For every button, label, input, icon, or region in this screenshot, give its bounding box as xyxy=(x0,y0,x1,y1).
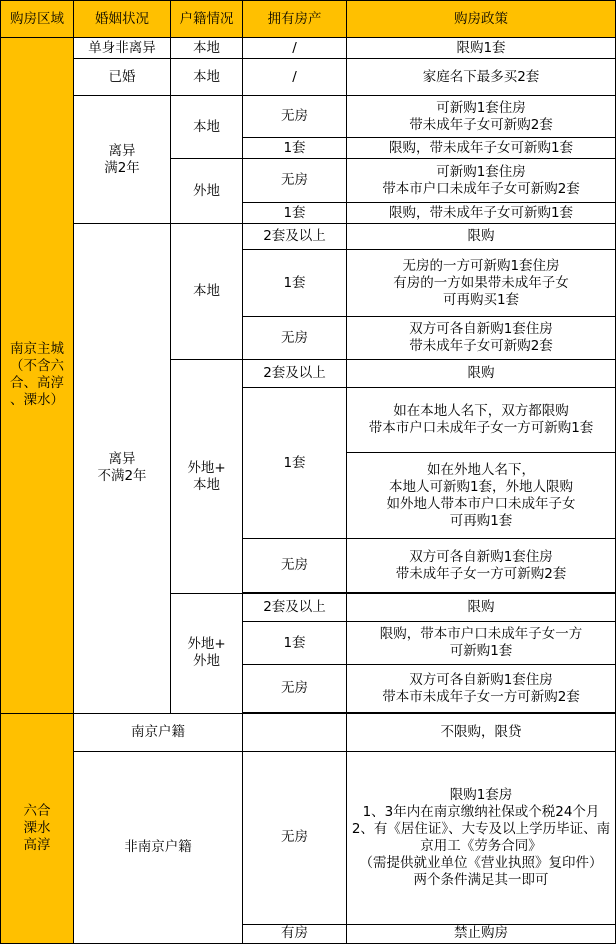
policy-line: 两个条件满足其一即可 xyxy=(413,871,549,888)
header-property-owned: 拥有房产 xyxy=(243,1,347,38)
marital-label-line: 不满2年 xyxy=(97,468,147,485)
policy-line: 带本市未成年子女一方可新购2套 xyxy=(382,688,580,705)
policy-line: 无房的一方可新购1套住房 xyxy=(402,257,560,274)
policy-line: 双方可各自新购1套住房 xyxy=(409,321,553,337)
table-row xyxy=(1,96,616,138)
policy-cell xyxy=(347,250,616,317)
policy-cell xyxy=(347,665,616,713)
hukou-label-line: 外地 xyxy=(193,653,220,670)
marital-divorced-over-2y xyxy=(74,96,171,224)
policy-line: （需提供就业单位《营业执照》复印件） xyxy=(359,854,603,871)
policy-cell: 不限购，限贷 xyxy=(347,713,616,751)
hukou-label-line: 本地 xyxy=(193,476,220,493)
property-cell: 1套 xyxy=(243,203,347,224)
hukou-non-nanjing: 非南京户籍 xyxy=(74,751,243,943)
hukou-cell: 本地 xyxy=(171,38,243,59)
policy-line: 限购，带本市户口未成年子女一方 xyxy=(379,626,583,642)
marital-label-line: 离异 xyxy=(108,451,136,468)
region-label-line: （不含六 xyxy=(10,358,64,375)
hukou-cell-mixed xyxy=(171,360,243,594)
property-cell: 2套及以上 xyxy=(243,360,347,388)
policy-cell: 家庭名下最多买2套 xyxy=(347,59,616,96)
hukou-nanjing: 南京户籍 xyxy=(74,713,243,751)
property-cell: 无房 xyxy=(243,665,347,713)
policy-line: 限购1套房 xyxy=(449,786,513,803)
property-cell: 1套 xyxy=(243,250,347,317)
table-row xyxy=(1,38,616,59)
region-label-line: 溧水 xyxy=(23,819,51,836)
policy-line: 可新购1套 xyxy=(449,643,513,659)
hukou-label-line: 外地+ xyxy=(187,459,226,476)
policy-line: 如在本地人名下，双方都限购 xyxy=(393,403,569,419)
policy-line: 双方可各自新购1套住房 xyxy=(409,548,553,565)
policy-line: 可新购1套住房 xyxy=(436,163,526,180)
policy-cell xyxy=(347,388,616,453)
hukou-cell: 本地 xyxy=(171,96,243,159)
policy-cell: 禁止购房 xyxy=(347,924,616,943)
hukou-cell-nonlocal xyxy=(171,594,243,714)
region-cell-suburbs xyxy=(1,713,74,943)
region-cell-main-city xyxy=(1,38,74,714)
policy-cell: 限购 xyxy=(347,594,616,622)
property-cell: 无房 xyxy=(243,539,347,593)
region-label-line: 六合 xyxy=(23,802,51,819)
header-hukou: 户籍情况 xyxy=(171,1,243,38)
policy-line: 可再购1套 xyxy=(449,512,513,529)
policy-line: 双方可各自新购1套住房 xyxy=(409,671,553,688)
property-cell: 2套及以上 xyxy=(243,594,347,622)
property-cell: 有房 xyxy=(243,924,347,943)
property-cell: 2套及以上 xyxy=(243,224,347,250)
hukou-cell: 本地 xyxy=(171,224,243,360)
marital-married: 已婚 xyxy=(74,59,171,96)
policy-cell xyxy=(347,96,616,138)
table-row xyxy=(1,713,616,751)
policy-cell xyxy=(347,159,616,203)
policy-cell: 限购，带未成年子女可新购1套 xyxy=(347,203,616,224)
policy-line: 1、3年内在南京缴纳社保或个税24个月 xyxy=(362,803,600,820)
property-cell xyxy=(243,713,347,751)
policy-line: 可新购1套住房 xyxy=(436,99,526,116)
policy-line: 带本市户口未成年子女一方可新购1套 xyxy=(368,420,594,436)
marital-label-line: 离异 xyxy=(108,142,136,159)
property-cell: 1套 xyxy=(243,622,347,665)
policy-line: 带未成年子女一方可新购2套 xyxy=(395,565,567,582)
property-cell: 无房 xyxy=(243,751,347,924)
table-row xyxy=(1,59,616,96)
marital-label-line: 满2年 xyxy=(104,159,140,176)
property-cell: 1套 xyxy=(243,388,347,539)
policy-cell xyxy=(347,539,616,593)
policy-cell xyxy=(347,622,616,665)
table-row xyxy=(1,224,616,250)
policy-cell xyxy=(347,317,616,360)
header-row xyxy=(1,1,616,38)
policy-cell: 限购 xyxy=(347,224,616,250)
policy-line: 本地人可新购1套，外地人限购 xyxy=(388,478,574,495)
property-cell: 无房 xyxy=(243,96,347,138)
policy-line: 带本市户口未成年子女可新购2套 xyxy=(382,180,580,197)
property-cell: / xyxy=(243,59,347,96)
policy-cell xyxy=(347,751,616,924)
hukou-cell: 本地 xyxy=(171,59,243,96)
policy-cell: 限购，带未成年子女可新购1套 xyxy=(347,138,616,159)
marital-single: 单身非离异 xyxy=(74,38,171,59)
marital-divorced-under-2y xyxy=(74,224,171,714)
header-purchase-policy: 购房政策 xyxy=(347,1,616,38)
policy-cell xyxy=(347,453,616,539)
hukou-cell: 外地 xyxy=(171,159,243,224)
policy-cell: 限购 xyxy=(347,360,616,388)
policy-line: 带未成年子女可新购2套 xyxy=(409,116,553,133)
property-cell: / xyxy=(243,38,347,59)
header-marital-status: 婚姻状况 xyxy=(74,1,171,38)
policy-line: 2、有《居住证》、大专及以上学历毕证、南京用工《劳务合同》 xyxy=(351,820,611,854)
property-cell: 无房 xyxy=(243,317,347,360)
region-label-line: 、溧水） xyxy=(10,392,64,409)
policy-line: 可再购买1套 xyxy=(442,291,520,308)
policy-line: 如在外地人名下， xyxy=(427,461,535,478)
region-label-line: 南京主城 xyxy=(10,341,64,358)
region-label-line: 合、高淳 xyxy=(10,375,64,392)
policy-line: 带未成年子女可新购2套 xyxy=(409,338,553,354)
property-cell: 1套 xyxy=(243,138,347,159)
header-region: 购房区域 xyxy=(1,1,74,38)
table-row xyxy=(1,751,616,924)
policy-line: 如外地人带本市户口未成年子女 xyxy=(386,495,576,512)
region-label-line: 高淳 xyxy=(23,836,51,853)
hukou-label-line: 外地+ xyxy=(187,636,226,653)
policy-cell: 限购1套 xyxy=(347,38,616,59)
policy-line: 有房的一方如果带未成年子女 xyxy=(393,274,569,291)
property-cell: 无房 xyxy=(243,159,347,203)
